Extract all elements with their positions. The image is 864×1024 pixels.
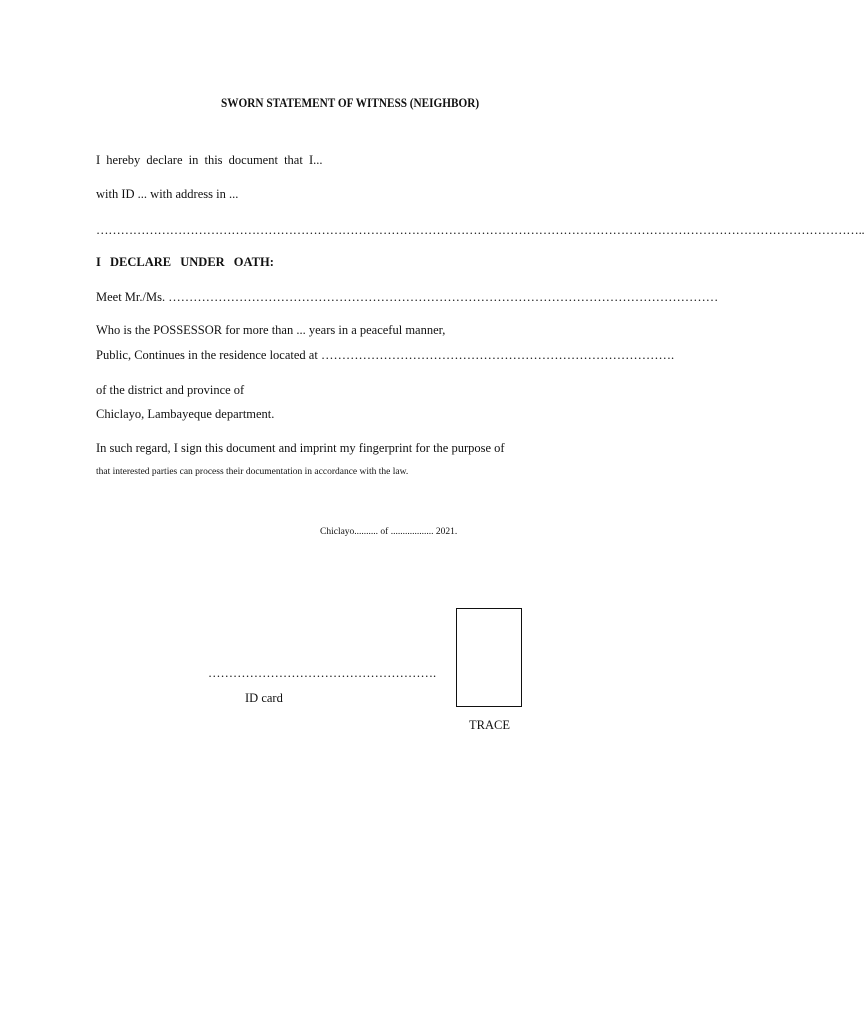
document-title: SWORN STATEMENT OF WITNESS (NEIGHBOR)	[221, 96, 480, 110]
district-line: of the district and province of	[96, 383, 245, 397]
parties-line: that interested parties can process their documentation in accordance with the law.	[96, 467, 409, 477]
id-address-line: with ID ... with address in ...	[96, 187, 239, 201]
signature-line: ……………………………………………….	[208, 666, 437, 680]
trace-label: TRACE	[469, 718, 510, 732]
address-fill-line: ……………………………………………………………………………………………………………………………………………………………………..	[96, 223, 864, 237]
id-card-label: ID card	[245, 691, 283, 705]
residence-line: Public, Continues in the residence located at ………………………………………………………………………….	[96, 348, 675, 362]
city-line: Chiclayo, Lambayeque department.	[96, 407, 275, 421]
meet-line: Meet Mr./Ms. ……………………………………………………………………………………………………………………	[96, 290, 719, 304]
possessor-line: Who is the POSSESSOR for more than ... years in a peaceful manner,	[96, 323, 446, 337]
oath-heading: I DECLARE UNDER OATH:	[96, 255, 274, 269]
declare-line: I hereby declare in this document that I...	[96, 153, 323, 167]
date-line: Chiclayo.......... of .................. 2021.	[320, 527, 458, 537]
regard-line: In such regard, I sign this document and imprint my fingerprint for the purpose of	[96, 441, 505, 455]
fingerprint-box	[456, 608, 522, 707]
